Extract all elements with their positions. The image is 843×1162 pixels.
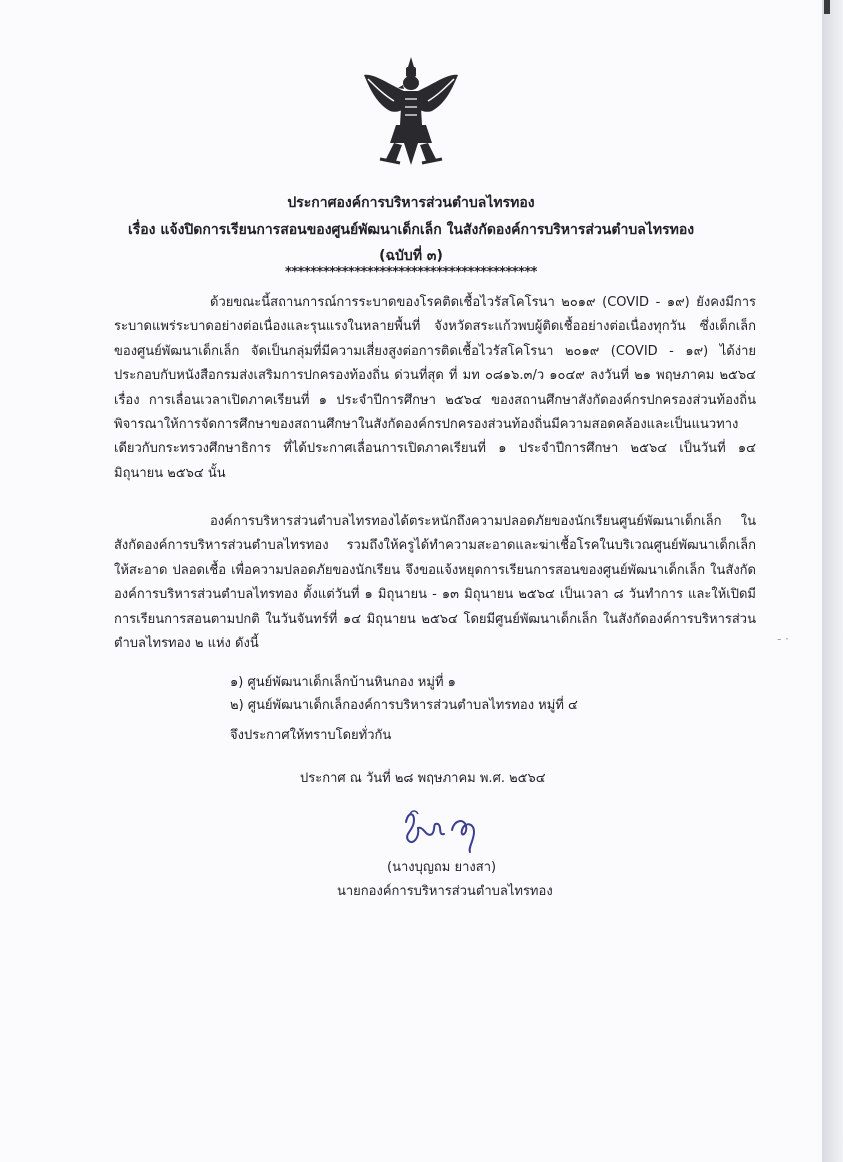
signer-name: (นางบุญถม ยางสา) xyxy=(387,860,497,875)
signature xyxy=(398,808,498,854)
list-item: ๑) ศูนย์พัฒนาเด็กเล็กบ้านหินกอง หมู่ที่ ๑ xyxy=(230,675,456,690)
separator-line: **************************************** xyxy=(285,265,537,280)
body-paragraph-2: องค์การบริหารส่วนตำบลไทรทองได้ตระหนักถึงความปลอดภัยของนักเรียนศูนย์พัฒนาเด็กเล็ก ในสังกัดองค์การบริหารส่วนตำบลไทรทอง รวมถึงให้ครูได้ทำความสะอาดและฆ่าเชื้อโรคในบริเวณศูนย์พัฒนาเด็กเล็กให้สะอาด ปลอดเชื้อ เพื่อความปลอดภัยของนักเรียน จึงขอแจ้งหยุดการเรียนการสอนของศูนย์พัฒนาเด็กเล็ก ในสังกัดองค์การบริหารส่วนตำบลไทรทอง ตั้งแต่วันที่ ๑ มิถุนายน - ๑๓ มิถุนายน ๒๕๖๔ เป็นเวลา ๘ วันทำการ และให้เปิดมีการเรียนการสอนตามปกติ ในวันจันทร์ที่ ๑๔ มิถุนายน ๒๕๖๔ โดยมีศูนย์พัฒนาเด็กเล็ก ในสังกัดองค์การบริหารส่วนตำบลไทรทอง ๒ แห่ง ดังนี้ xyxy=(114,514,756,652)
announcement-edition: (ฉบับที่ ๓) xyxy=(379,248,443,264)
scan-mark: - · xyxy=(777,632,789,646)
announcement-date: ประกาศ ณ วันที่ ๒๘ พฤษภาคม พ.ศ. ๒๕๖๔ xyxy=(300,771,546,786)
signer-position: นายกองค์การบริหารส่วนตำบลไทรทอง xyxy=(337,884,553,899)
announcement-heading: ประกาศองค์การบริหารส่วนตำบลไทรทอง xyxy=(287,195,535,211)
scan-edge xyxy=(822,0,843,1162)
list-item: ๒) ศูนย์พัฒนาเด็กเล็กองค์การบริหารส่วนตำบลไทรทอง หมู่ที่ ๔ xyxy=(230,698,578,713)
body-paragraph-1: ด้วยขณะนี้สถานการณ์การระบาดของโรคติดเชื้อไวรัสโคโรนา ๒๐๑๙ (COVID - ๑๙) ยังคงมีการระบาดแพร่ระบาดอย่างต่อเนื่องและรุนแรงในหลายพื้นที่ จังหวัดสระแก้วพบผู้ติดเชื้ออย่างต่อเนื่องทุกวัน ซึ่งเด็กเล็กของศูนย์พัฒนาเด็กเล็ก จัดเป็นกลุ่มที่มีความเสี่ยงสูงต่อการติดเชื้อไวรัสโคโรนา ๒๐๑๙ (COVID - ๑๙) ได้ง่าย ประกอบกับหนังสือกรมส่งเสริมการปกครองท้องถิ่น ด่วนที่สุด ที่ มท ๐๘๑๖.๓/ว ๑๐๔๙ ลงวันที่ ๒๑ พฤษภาคม ๒๕๖๔ เรื่อง การเลื่อนเวลาเปิดภาคเรียนที่ ๑ ประจำปีการศึกษา ๒๕๖๔ ของสถานศึกษาสังกัดองค์กรปกครองส่วนท้องถิ่น พิจารณาให้การจัดการศึกษาของสถานศึกษาในสังกัดองค์กรปกครองส่วนท้องถิ่นมีความสอดคล้องและเป็นแนวทางเดียวกับกระทรวงศึกษาธิการ ที่ได้ประกาศเลื่อนการเปิดภาคเรียนที่ ๑ ประจำปีการศึกษา ๒๕๖๔ เป็นวันที่ ๑๔ มิถุนายน ๒๕๖๔ นั้น xyxy=(114,295,756,481)
announcement-subject: เรื่อง แจ้งปิดการเรียนการสอนของศูนย์พัฒนาเด็กเล็ก ในสังกัดองค์การบริหารส่วนตำบลไทรทอง xyxy=(127,222,695,238)
garuda-emblem-icon xyxy=(360,55,462,167)
closing-statement: จึงประกาศให้ทราบโดยทั่วกัน xyxy=(230,728,392,743)
